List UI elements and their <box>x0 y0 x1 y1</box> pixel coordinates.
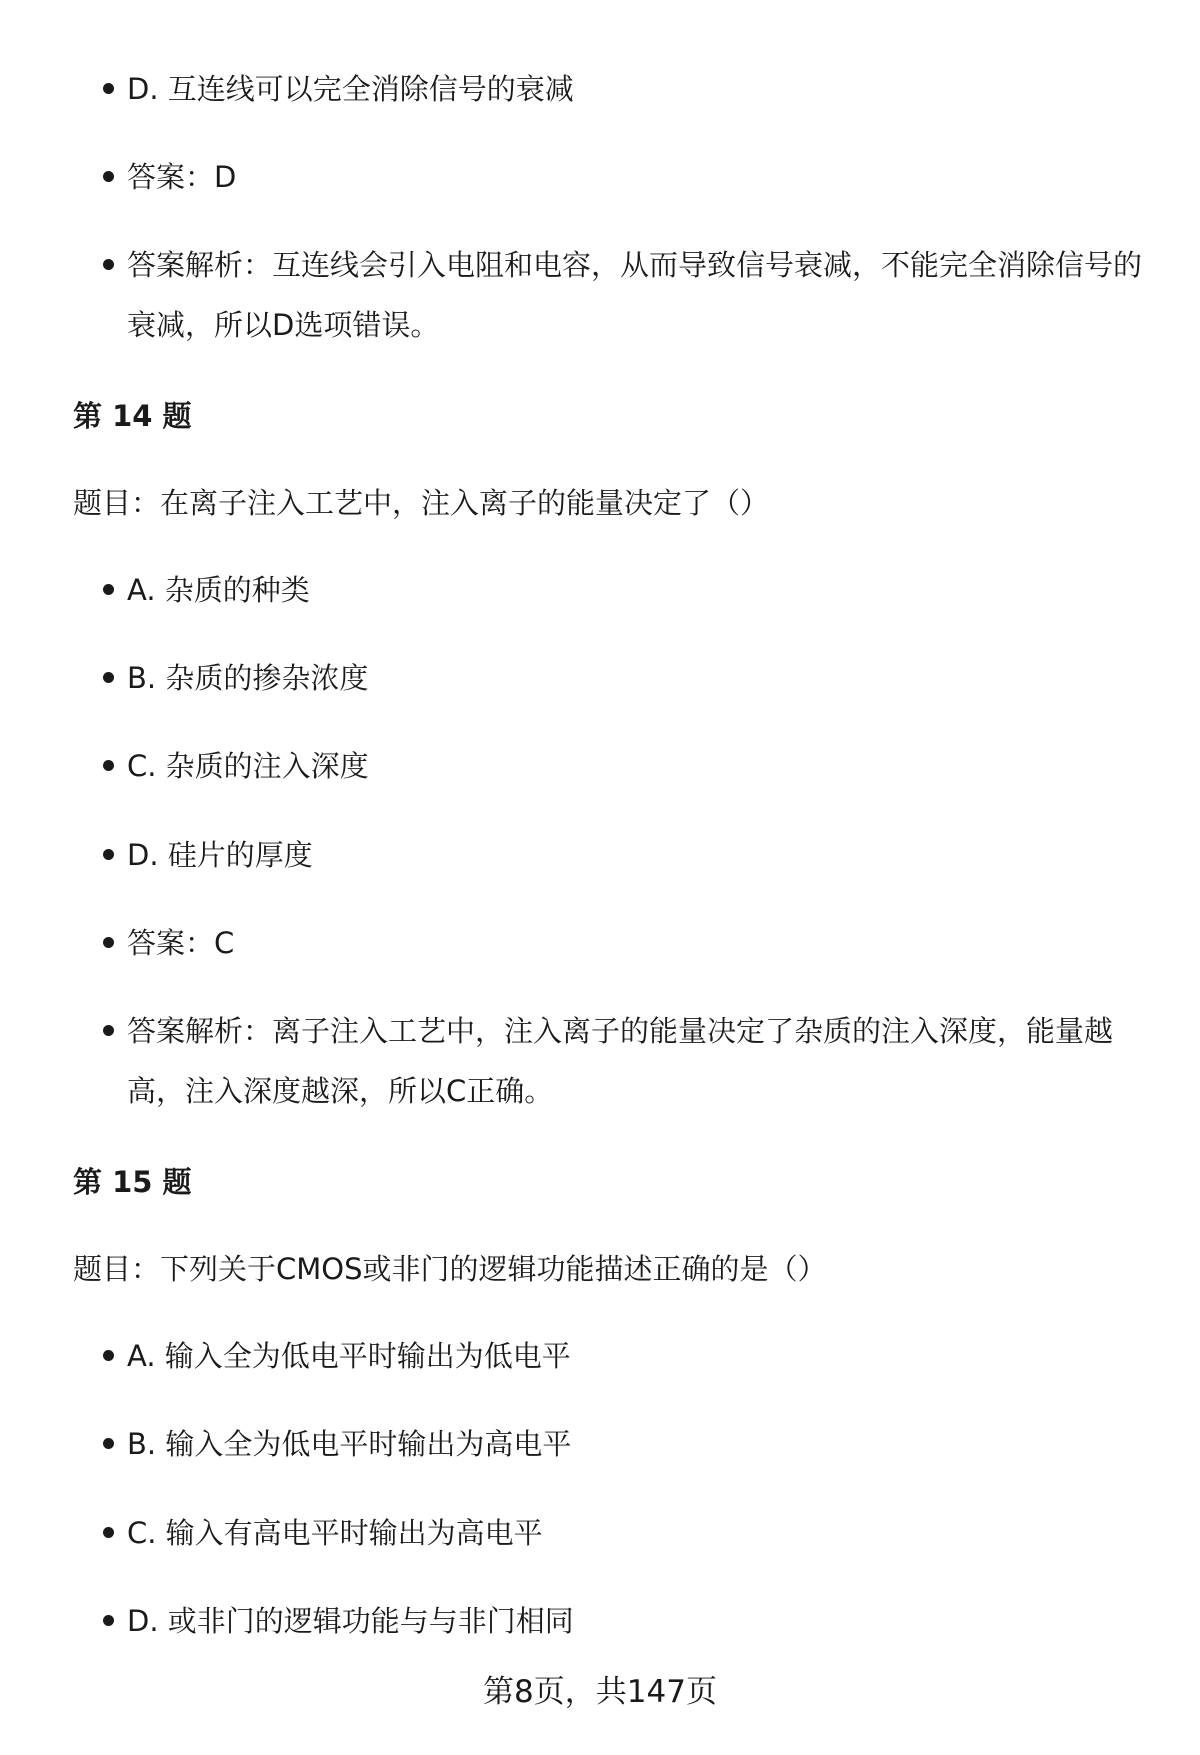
option-b: B. 输入全为低电平时输出为高电平 <box>127 1414 1147 1474</box>
option-a: A. 输入全为低电平时输出为低电平 <box>127 1326 1147 1386</box>
option-d: D. 或非门的逻辑功能与与非门相同 <box>127 1591 1147 1651</box>
option-d: D. 互连线可以完全消除信号的衰减 <box>127 59 1147 119</box>
answer: 答案：D <box>127 147 1147 207</box>
question-heading-14: 第 14 题 <box>73 399 192 433</box>
option-c: C. 输入有高电平时输出为高电平 <box>127 1503 1147 1563</box>
question-text-15: 题目：下列关于CMOS或非门的逻辑功能描述正确的是（） <box>73 1252 827 1286</box>
option-a: A. 杂质的种类 <box>127 560 1147 620</box>
answer: 答案：C <box>127 913 1147 973</box>
page-footer: 第8页，共147页 <box>483 1674 717 1710</box>
answer-explanation: 答案解析：互连线会引入电阻和电容，从而导致信号衰减，不能完全消除信号的衰减，所以D选项错误。 <box>127 235 1147 355</box>
option-b: B. 杂质的掺杂浓度 <box>127 648 1147 708</box>
answer-explanation: 答案解析：离子注入工艺中，注入离子的能量决定了杂质的注入深度，能量越高，注入深度越深，所以C正确。 <box>127 1001 1147 1121</box>
question-text-14: 题目：在离子注入工艺中，注入离子的能量决定了（） <box>73 486 770 520</box>
option-d: D. 硅片的厚度 <box>127 825 1147 885</box>
option-c: C. 杂质的注入深度 <box>127 736 1147 796</box>
question-heading-15: 第 15 题 <box>73 1165 192 1199</box>
